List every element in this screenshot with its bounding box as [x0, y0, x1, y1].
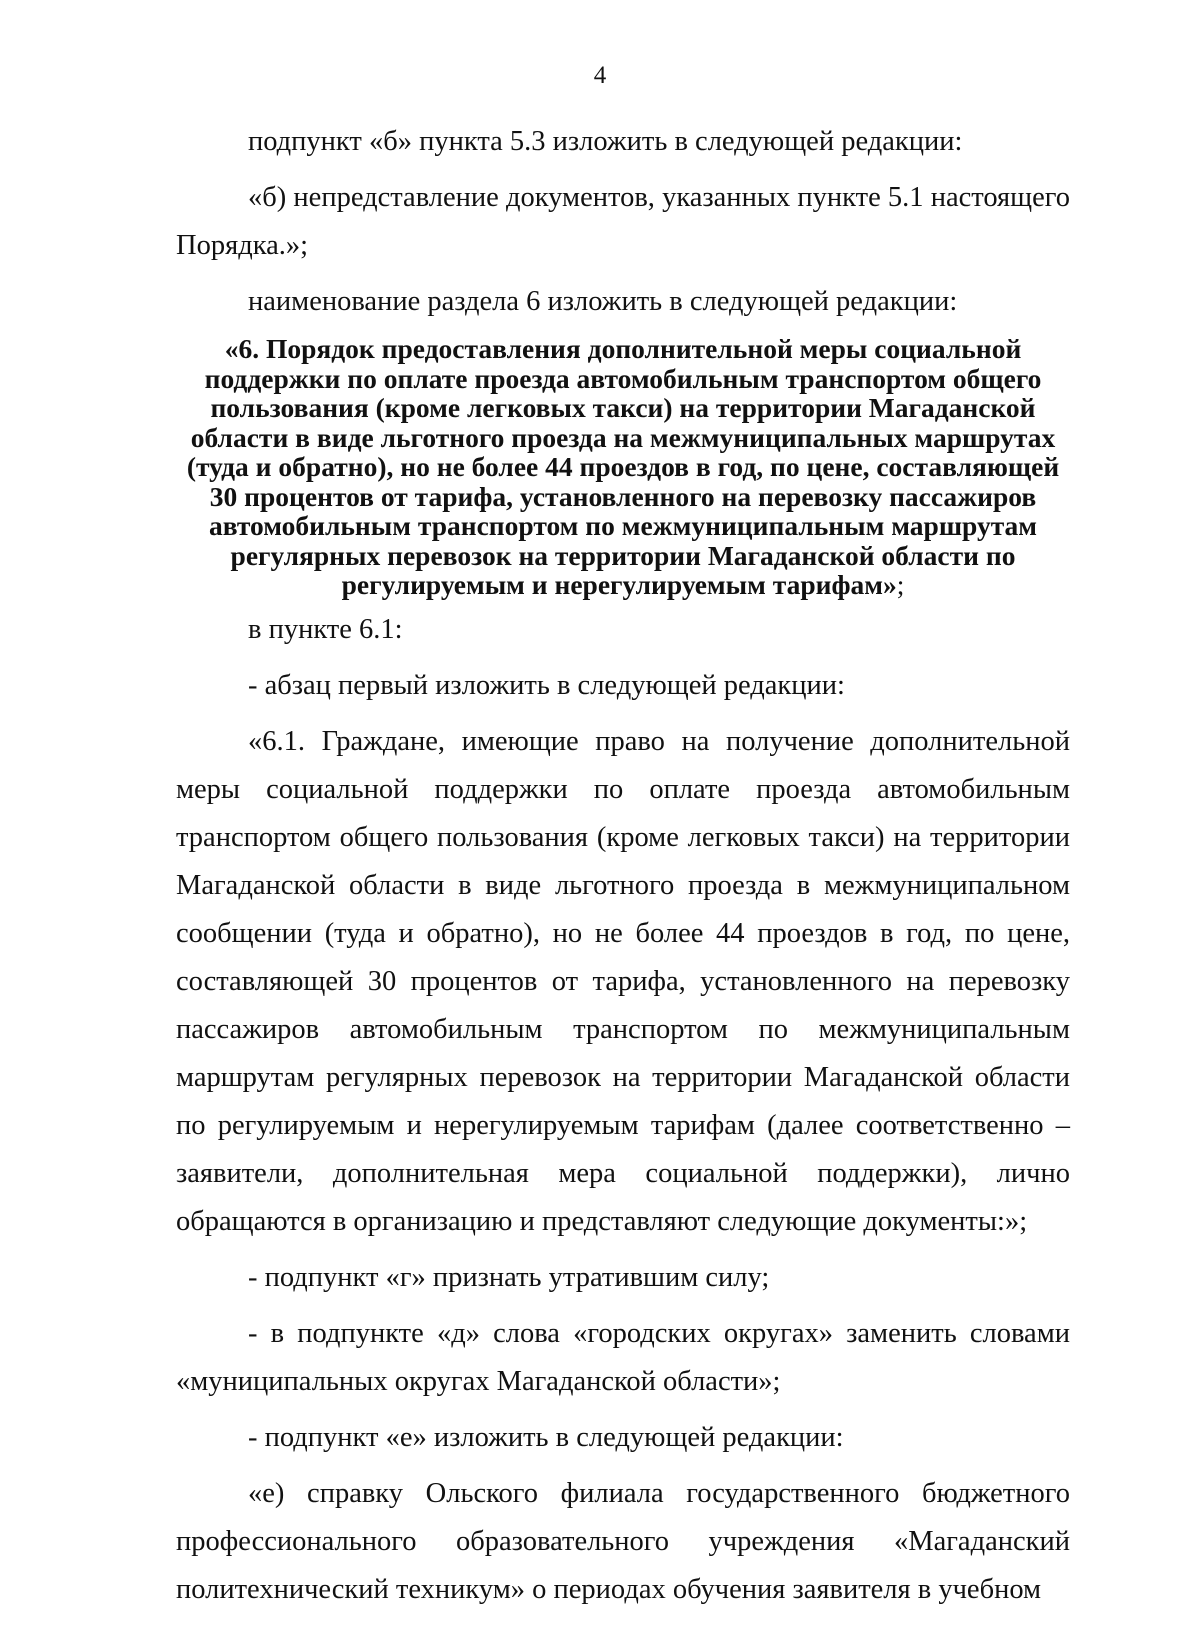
- paragraph-subpoint-d: - в подпункте «д» слова «городских округах» заменить словами «муниципальных округах Магаданской области»;: [176, 1317, 1070, 1397]
- section-6-heading-text: «6. Порядок предоставления дополнительной меры социальной поддержки по оплате проезда автомобильным транспортом общего пользования (кроме легковых такси) на территории Магаданской области в виде льготного проезда на межмуниципальных маршрутах (туда и обратно), но не более 44 проездов в год, по цене, составляющей 30 процентов от тарифа, установленного на перевозку пассажиров автомобильным транспортом по межмуниципальным маршрутам регулярных перевозок на территории Магаданской области по регулируемым и нерегулируемым тарифам»: [186, 333, 1060, 600]
- paragraph-quote-e: «е) справку Ольского филиала государственного бюджетного профессионального образовательного учреждения «Магаданский политехнический техникум» о периодах обучения заявителя в учебном: [176, 1477, 1070, 1605]
- section-6-heading: [176, 334, 1070, 600]
- paragraph-section-6-name: наименование раздела 6 изложить в следующей редакции:: [248, 286, 958, 317]
- document-body: [176, 118, 1070, 1614]
- paragraph-point-6-1: в пункте 6.1:: [248, 613, 403, 645]
- paragraph-amend-5-3: подпункт «б» пункта 5.3 изложить в следующей редакции:: [248, 126, 963, 157]
- paragraph-6-1-text: «6.1. Граждане, имеющие право на получение дополнительной меры социальной поддержки по оплате проезда автомобильным транспортом общего пользования (кроме легковых такси) на территории Магаданской области в виде льготного проезда в межмуниципальном сообщении (туда и обратно), но не более 44 проездов в год, по цене, составляющей 30 процентов от тарифа, установленного на перевозку пассажиров автомобильным транспортом по межмуниципальным маршрутам регулярных перевозок на территории Магаданской области по регулируемым и нерегулируемым тарифам (далее соответственно – заявители, дополнительная мера социальной поддержки), лично обращаются в организацию и представляют следующие документы:»;: [176, 725, 1070, 1237]
- paragraph-subpoint-e: - подпункт «е» изложить в следующей редакции:: [248, 1421, 844, 1453]
- paragraph-quote-b: «б) непредставление документов, указанных пункте 5.1 настоящего Порядка.»;: [176, 182, 1070, 261]
- paragraph-first-abzac: - абзац первый изложить в следующей редакции:: [248, 669, 845, 701]
- page-number: 4: [593, 62, 607, 89]
- paragraph-subpoint-g: - подпункт «г» признать утратившим силу;: [248, 1261, 770, 1293]
- section-6-heading-tail: ;: [896, 569, 905, 600]
